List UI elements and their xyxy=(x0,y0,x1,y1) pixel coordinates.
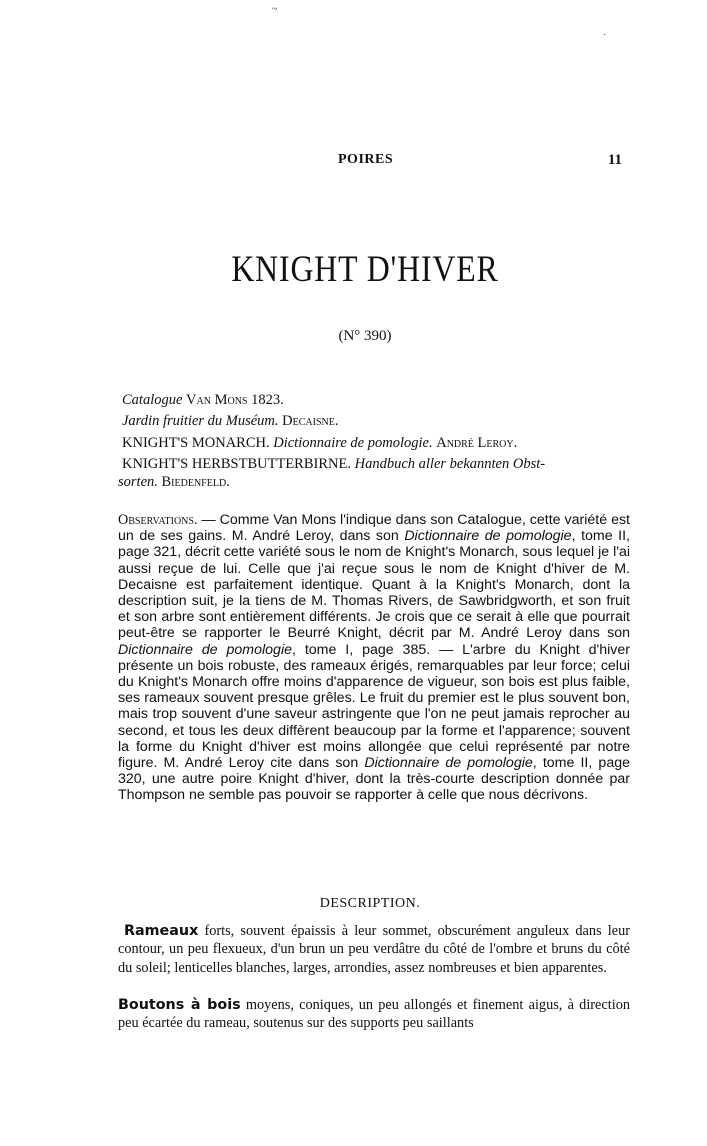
book-title: Dictionnaire de pomologie xyxy=(404,528,572,545)
synonym-line xyxy=(122,411,627,432)
observations-text: , tome II, page 320, une autre poire Knight d'hiver, dont la très-courte description donnée par Thompson ne semble pas pouvoir se rapporter à celle que nous décrivons. xyxy=(118,755,630,804)
rameaux-text: forts, souvent épaissis à leur sommet, obscurément anguleux dans leur contour, un peu flexueux, d'un brun un peu verdâtre du côté de l'ombre et bruns du côté du soleil; lenticelles blanches, larges, arrondies, assez nombreuses et bien apparentes. xyxy=(118,923,630,976)
boutons-label: Boutons à bois xyxy=(118,997,241,1013)
synonym-line xyxy=(122,433,627,454)
synonym-author: Biedenfeld. xyxy=(161,474,230,490)
variety-number: (N° 390) xyxy=(338,328,392,344)
synonym-name: KNIGHT'S MONARCH. xyxy=(122,435,270,451)
observations-label: Observations. xyxy=(118,512,198,528)
observations-text: — Comme Van Mons l'indique dans son Catalogue, cette variété est un de ses gains. M. André Leroy, dans son xyxy=(118,512,630,545)
synonym-line xyxy=(118,472,627,493)
synonym-author: Decaisne. xyxy=(282,413,339,429)
boutons-text: moyens, coniques, un peu allongés et finement aigus, à direction peu écartée du rameau, soutenus sur des supports peu saillants xyxy=(118,997,630,1032)
observations-paragraph xyxy=(118,512,630,804)
synonym-author: Van Mons xyxy=(186,392,248,408)
scan-mark: · xyxy=(603,30,607,41)
synonym-work: Handbuch aller bekannten Obst- xyxy=(354,456,546,472)
running-head-title: POIRES xyxy=(338,152,394,167)
synonym-line xyxy=(122,390,627,411)
page-title: KNIGHT D'HIVER xyxy=(231,249,499,290)
synonym-name: KNIGHT'S HERBSTBUTTERBIRNE. xyxy=(122,456,351,472)
synonym-work: Dictionnaire de pomologie. xyxy=(273,435,433,451)
synonym-work: Catalogue xyxy=(122,392,183,408)
running-head xyxy=(0,152,707,172)
description-paragraph xyxy=(118,922,630,977)
description-paragraph xyxy=(118,996,630,1033)
synonym-author: André Leroy. xyxy=(436,435,518,451)
observations-text: , tome II, page 321, décrit cette variété sous le nom de Knight's Monarch, sous lequel je l'ai aussi reçue de lui. Celle que j'ai reçue sous le nom de Knight d'hiver de M. Decaisne est parfaitement identique. Quant à la Knight's Monarch, dont la description suit, je la tiens de M. Thomas Rivers, de Sawbridgworth, et son fruit et son arbre sont entièrement différents. Je crois que ce serait à elle que pourrait peut-être se rapporter le Beurré Knight, décrit par M. André Leroy dans son xyxy=(118,528,630,642)
page-number: 11 xyxy=(607,152,622,168)
rameaux-label: Rameaux xyxy=(124,923,199,939)
synonym-detail: 1823. xyxy=(251,392,284,408)
book-title: Dictionnaire de pomologie xyxy=(364,755,533,772)
synonym-work: Jardin fruitier du Muséum. xyxy=(122,413,279,429)
book-title: Dictionnaire de pomologie xyxy=(118,641,292,658)
scan-mark: ~ xyxy=(272,4,278,15)
observations-text: , tome I, page 385. — L'arbre du Knight d'hiver présente un bois robuste, des rameaux érigés, remarquables par leur force; celui du Knight's Monarch offre moins d'apparence de vigueur, son bois est plus faible, ses rameaux souvent presque grêles. Le fruit du premier est le plus souvent bon, mais trop souvent d'une saveur astringente que l'on ne peut jamais reprocher au second, et tous les deux diffèrent beaucoup par la forme et l'apparence; souvent la forme du Knight d'hiver est moins allongée que celui représenté par notre figure. M. André Leroy cite dans son xyxy=(118,641,630,772)
section-heading: DESCRIPTION. xyxy=(319,896,421,911)
synonym-work: sorten. xyxy=(118,474,158,490)
